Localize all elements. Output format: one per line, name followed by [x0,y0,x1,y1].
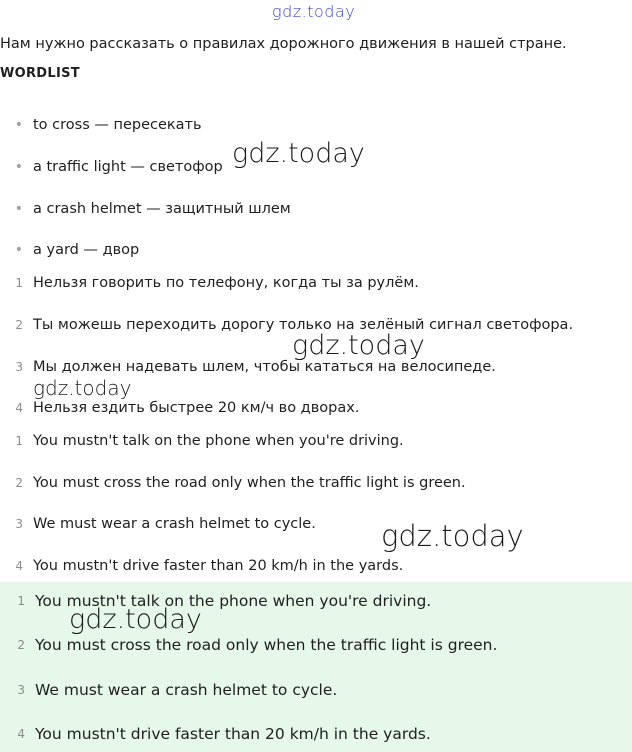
watermark-top: gdz.today [272,2,356,21]
list-item [0,315,573,335]
item-number: 2 [15,476,23,490]
item-text: You must cross the road only when the traffic light is green. [33,475,466,491]
list-item [0,591,431,611]
item-number: 1 [17,594,25,608]
list-item [0,398,359,418]
item-text: You must cross the road only when the traffic light is green. [35,636,498,654]
item-text: You mustn't drive faster than 20 km/h in the yards. [33,558,404,574]
item-text: We must wear a crash helmet to cycle. [35,681,338,699]
item-number: 1 [15,434,23,448]
item-text: You mustn't talk on the phone when you're driving. [35,592,432,610]
list-item [0,473,466,493]
item-text: Нельзя ездить быстрее 20 км/ч во дворах. [33,400,360,416]
watermark: gdz.today [292,330,425,361]
item-text: You mustn't talk on the phone when you're driving. [33,433,404,449]
list-item [0,514,316,534]
intro-text: Нам нужно рассказать о правилах дорожного движения в нашей стране. [0,36,567,52]
item-number: 4 [15,559,23,573]
bullet-icon: • [14,117,23,133]
watermark: gdz.today [69,604,202,635]
list-item [0,724,431,744]
wordlist-item-text: a traffic light — светофор [33,159,223,175]
item-text: We must wear a crash helmet to cycle. [33,516,316,532]
wordlist-item [0,240,139,260]
item-text: Мы должен надевать шлем, чтобы кататься на велосипеде. [33,359,496,375]
item-text: You mustn't drive faster than 20 km/h in the yards. [35,725,431,743]
item-text: Нельзя говорить по телефону, когда ты за рулём. [33,275,419,291]
item-number: 1 [15,276,23,290]
list-item [0,556,403,576]
watermark: gdz.today [232,138,365,169]
list-item [0,635,497,655]
wordlist-item [0,199,291,219]
item-number: 3 [15,517,23,531]
wordlist-item-text: a crash helmet — защитный шлем [33,201,291,217]
bullet-icon: • [14,201,23,217]
list-item [0,273,419,293]
wordlist-item-text: a yard — двор [33,242,140,258]
item-number: 4 [15,401,23,415]
bullet-icon: • [14,159,23,175]
item-number: 2 [17,638,25,652]
item-number: 3 [15,360,23,374]
list-item [0,680,337,700]
item-text: Ты можешь переходить дорогу только на зелёный сигнал светофора. [33,317,574,333]
watermark: gdz.today [381,519,524,553]
wordlist-title: WORDLIST [0,66,80,81]
wordlist-item [0,157,223,177]
wordlist-item [0,115,202,135]
wordlist-item-text: to cross — пересекать [33,117,202,133]
item-number: 4 [17,727,25,741]
watermark: gdz.today [33,376,132,400]
item-number: 2 [15,318,23,332]
bullet-icon: • [14,242,23,258]
list-item [0,431,404,451]
item-number: 3 [17,683,25,697]
